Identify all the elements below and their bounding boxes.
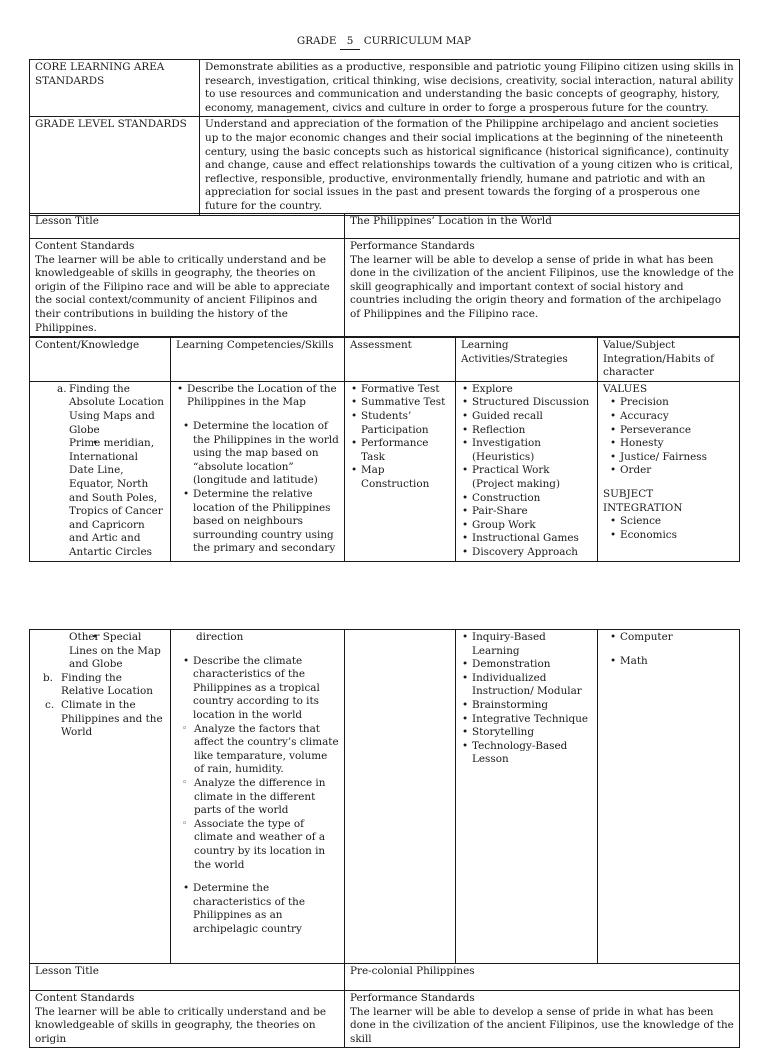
list-item: • Prime meridian, International Date Line, Equator, North and South Poles, Tropics of Cancer and Capricorn and Artic and Antartic Circles <box>69 437 165 559</box>
list-item: • Brainstorming <box>461 699 592 713</box>
list-item: • Performance Task <box>350 437 450 464</box>
integration-heading: SUBJECT INTEGRATION <box>603 487 683 514</box>
list-item: • Describe the Location of the Philippines in the Map <box>176 383 339 410</box>
list-item: • Math <box>609 655 734 669</box>
col-content-knowledge: Content/Knowledge <box>30 338 171 382</box>
list-item: • Determine the relative location of the Philippines based on neighbours surrounding country using the primary and secondary <box>182 488 339 556</box>
list-item: • Accuracy <box>609 410 734 424</box>
lesson1-header-table <box>29 213 740 337</box>
list-item: • Instructional Games <box>461 532 592 546</box>
list-item: • Map Construction <box>350 464 450 491</box>
list-item: • Science <box>609 515 734 529</box>
content-standards-text: The learner will be able to critically understand and be knowledgeable of skills in geography, the theories on origin of the Filipino race and will be able to appreciate the social context/community of ancient Filipinos and their contributions in building the history of the Philippines. <box>35 253 330 334</box>
curriculum-row-2 <box>30 630 740 964</box>
content-item-c: c. Climate in the Philippines and the World <box>45 698 163 739</box>
row1-content-cell <box>30 381 171 561</box>
list-item: • Computer <box>609 631 734 645</box>
core-standards-row <box>30 60 740 117</box>
list-item: • Construction <box>461 492 592 506</box>
content-item-b: b. Finding the Relative Location <box>43 671 153 698</box>
list-item: • Precision <box>609 396 734 410</box>
list-item: • Integrative Technique <box>461 713 592 727</box>
grade-standards-row <box>30 117 740 215</box>
list-item: • Summative Test <box>350 396 450 410</box>
row2-competencies-cell <box>171 630 345 964</box>
core-standards-text: Demonstrate abilities as a productive, responsible and patriotic young Filipino citizen using skills in research, investigation, critical thinking, wise decisions, creativity, social interaction, natural ability to use resources and communication and understanding the basic concepts of geography, history, economy, management, civics and culture in order to forge a prosperous future for the country. <box>200 60 740 117</box>
list-item: ◦ Analyze the difference in climate in the different parts of the world <box>182 777 339 818</box>
row1-activities-cell <box>456 381 598 561</box>
content-bullets <box>35 437 165 559</box>
lesson1-title-value: The Philippines’ Location in the World <box>345 214 740 239</box>
performance-standards-label: Performance Standards <box>350 992 475 1004</box>
row1-values-cell <box>598 381 740 561</box>
list-item: • Determine the characteristics of the Philippines as an archipelagic country <box>182 882 339 936</box>
content-item-a: a. Finding the Absolute Location Using Maps and Globe <box>57 382 165 436</box>
content-standards-label: Content Standards <box>35 240 135 252</box>
row1-assessment-cell <box>345 381 456 561</box>
page-title <box>0 35 768 50</box>
row2-content-cell <box>30 630 171 964</box>
list-item: • Determine the location of the Philippines in the world using the map based on “absolute location” (longitude and latitude) <box>182 420 339 488</box>
row2-activities-cell <box>456 630 598 964</box>
grade-standards-text: Understand and appreciation of the formation of the Philippine archipelago and ancient societies up to the major economic changes and their social implications at the beginning of the nineteenth century, using the basic concepts such as historical significance (historical significance), continuity and change, cause and effect relationships towards the cultivation of a young citizen who is critical, reflective, responsible, productive, environmentally friendly, humane and patriotic and with an appreciation for social issues in the past and present towards the forging of a prosperous one future for the country. <box>200 117 740 215</box>
row2-values-cell <box>598 630 740 964</box>
content-standards-text: The learner will be able to critically understand and be knowledgeable of skills in geography, the theories on origin <box>35 1005 327 1045</box>
list-item: • Reflection <box>461 424 592 438</box>
list-item: • Pair-Share <box>461 505 592 519</box>
list-item: • Order <box>609 464 734 478</box>
list-item: • Inquiry-Based Learning <box>461 631 592 658</box>
lesson2-title-value: Pre-colonial Philippines <box>345 964 740 991</box>
values-heading: VALUES <box>603 382 648 395</box>
competency-continuation: direction <box>196 631 244 643</box>
list-item: • Discovery Approach <box>461 546 592 560</box>
list-item: • Economics <box>609 529 734 543</box>
row1-competencies-cell <box>171 381 345 561</box>
column-header-row <box>30 338 740 382</box>
list-item: • Students’ Participation <box>350 410 450 437</box>
list-item: • Structured Discussion <box>461 396 592 410</box>
list-item: • Explore <box>461 383 592 397</box>
col-activities: Learning Activities/Strategies <box>456 338 598 382</box>
curriculum-table-part1 <box>29 337 740 562</box>
list-item: • Honesty <box>609 437 734 451</box>
list-item: ◦ Associate the type of climate and weather of a country by its location in the world <box>182 818 339 872</box>
grade-standards-label: GRADE LEVEL STANDARDS <box>30 117 200 215</box>
list-item: • Demonstration <box>461 658 592 672</box>
lesson1-content-standards <box>30 239 345 337</box>
lesson1-performance-standards <box>345 239 740 337</box>
list-item: • Storytelling <box>461 726 592 740</box>
list-item: • Individualized Instruction/ Modular <box>461 672 592 699</box>
lesson2-title-label: Lesson Title <box>30 964 345 991</box>
list-item: • Technology-Based Lesson <box>461 740 592 767</box>
list-item: • Other Special Lines on the Map and Globe <box>69 631 165 672</box>
title-prefix: GRADE <box>296 35 337 47</box>
lesson2-performance-standards <box>345 991 740 1048</box>
col-competencies: Learning Competencies/Skills <box>171 338 345 382</box>
performance-standards-text: The learner will be able to develop a sense of pride in what has been done in the civilization of the ancient Filipinos, use the knowledge of the skill geographically and important context of social history and countries including the origin theory and formation of the archipelago of Philippines and the Filipino race. <box>350 253 734 320</box>
performance-standards-label: Performance Standards <box>350 240 475 252</box>
list-item: • Perseverance <box>609 424 734 438</box>
grade-number: 5 <box>340 35 361 50</box>
list-item: • Justice/ Fairness <box>609 451 734 465</box>
curriculum-row-1 <box>30 381 740 561</box>
list-item: • Practical Work (Project making) <box>461 464 592 491</box>
performance-standards-text: The learner will be able to develop a sense of pride in what has been done in the civilization of the ancient Filipinos, use the knowledge of the skill <box>350 1005 734 1045</box>
lesson2-content-standards <box>30 991 345 1048</box>
title-suffix: CURRICULUM MAP <box>363 35 472 47</box>
content-standards-label: Content Standards <box>35 992 135 1004</box>
curriculum-table-part2 <box>29 629 740 964</box>
col-assessment: Assessment <box>345 338 456 382</box>
lesson1-title-label: Lesson Title <box>30 214 345 239</box>
list-item: • Guided recall <box>461 410 592 424</box>
core-standards-label: CORE LEARNING AREA STANDARDS <box>30 60 200 117</box>
lesson2-header-table <box>29 963 740 1048</box>
list-item: • Formative Test <box>350 383 450 397</box>
list-item: • Group Work <box>461 519 592 533</box>
col-values: Value/Subject Integration/Habits of character <box>598 338 740 382</box>
list-item: • Describe the climate characteristics of the Philippines as a tropical country according to its location in the world <box>182 655 339 723</box>
standards-table <box>29 59 740 216</box>
row2-assessment-cell <box>345 630 456 964</box>
list-item: ◦ Analyze the factors that affect the country’s climate like temparature, volume of rain, humidity. <box>182 723 339 777</box>
list-item: • Investigation (Heuristics) <box>461 437 592 464</box>
